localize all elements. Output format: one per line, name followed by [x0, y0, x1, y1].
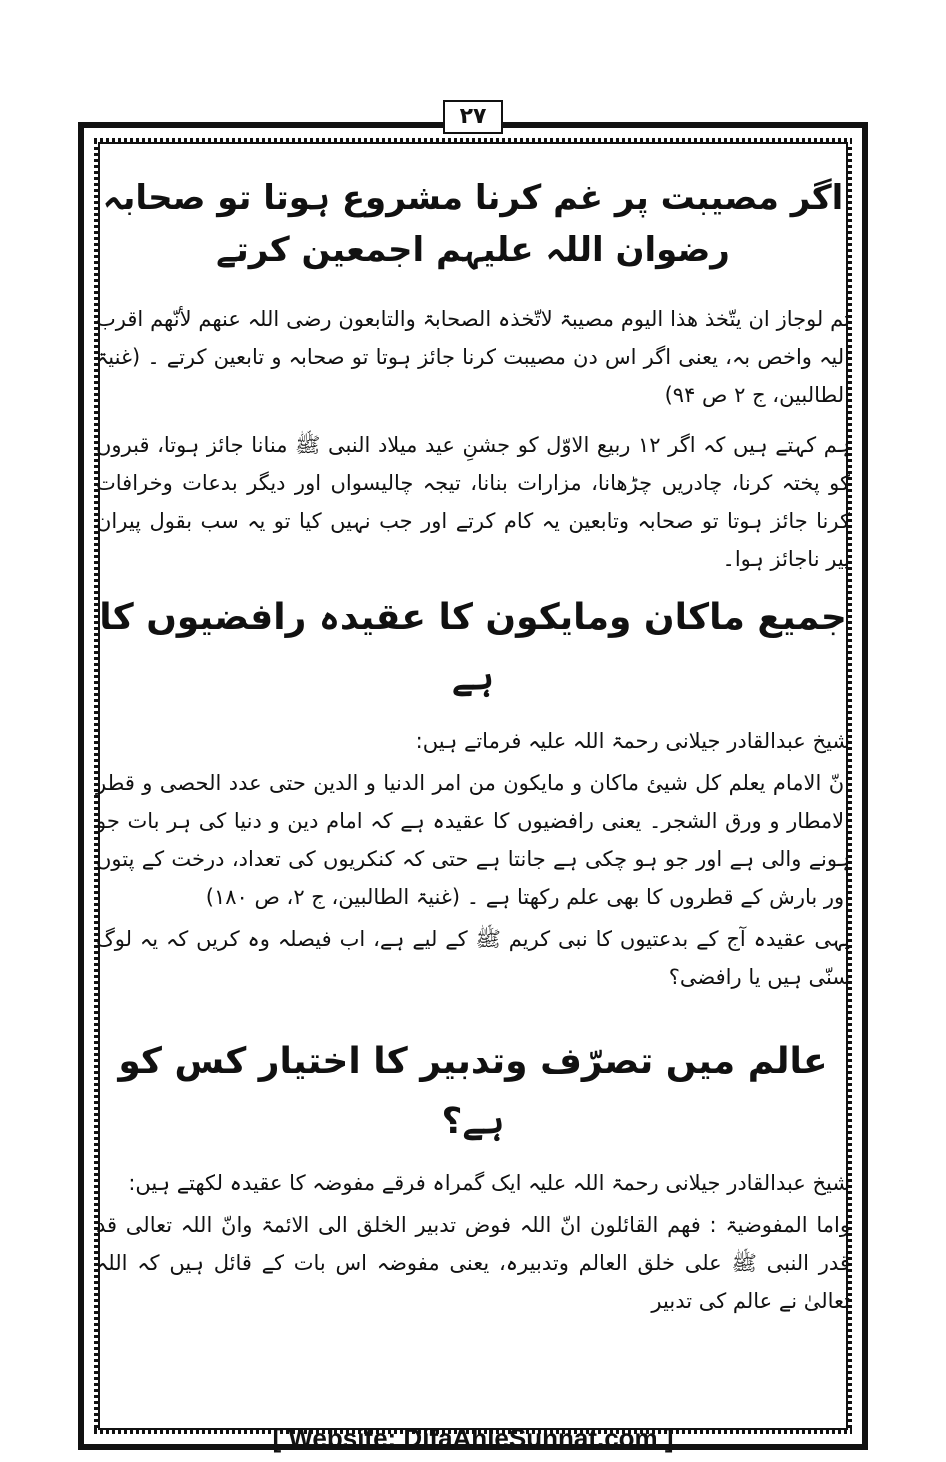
- heading-mourning: اگر مصیبت پر غم کرنا مشروع ہوتا تو صحابہ رضوان اللہ علیہم اجمعین کرتے: [102, 178, 844, 270]
- paragraph-attribution-2: شیخ عبدالقادر جیلانی رحمۃ اللہ علیہ ایک گمراہ فرقے مفوضہ کا عقیدہ لکھتے ہیں:: [128, 1171, 850, 1195]
- heading-authority-question: عالم میں تصرّف وتدبیر کا اختیار کس کو ہے؟: [118, 1041, 828, 1142]
- paragraph-arabic-quote-2: انّ الامام یعلم کل شیئ ماکان و مایکون من امر الدنیا و الدین حتی عدد الحصی و قطر الامطار و ورق الشجر۔ یعنی رافضیوں کا عقیدہ ہے کہ امام دین و دنیا کی ہر بات جو ہونے والی ہے اور جو ہو چکی ہے جانتا ہے حتی کہ کنکریوں کی تعداد، درخت کے پتوں اور بارش کے قطروں کا بھی علم رکھتا ہے ۔ (غنیۃ الطالبین، ج ۲، ص ۱۸۰): [96, 771, 850, 909]
- page-number: ۲۷: [443, 100, 503, 134]
- paragraph-commentary-1: ہم کہتے ہیں کہ اگر ۱۲ ربیع الاوّل کو جشنِ عید میلاد النبی ﷺ منانا جائز ہوتا، قبروں کو پختہ کرنا، چادریں چڑھانا، مزارات بنانا، تیجہ چالیسواں اور دیگر بدعات وخرافات کرنا جائز ہوتا تو صحابہ وتابعین یہ کام کرتے اور جب نہیں کیا تو یہ سب بقول پیران پیر ناجائز ہوا۔: [96, 433, 850, 571]
- paragraph-arabic-quote-1: ثم لوجاز ان یتّخذ ھذا الیوم مصیبۃ لاتّخذہ الصحابۃ والتابعون رضی اللہ عنھم لأنّھم اقرب الیہ واخص بہ، یعنی اگر اس دن مصیبت کرنا جائز ہوتا تو صحابہ و تابعین کرتے ۔ (غنیۃ الطالبین، ج ۲ ص ۹۴): [96, 307, 850, 407]
- paragraph-attribution-1: شیخ عبدالقادر جیلانی رحمۃ اللہ علیہ فرماتے ہیں:: [415, 729, 850, 753]
- paragraph-arabic-quote-3: واما المفوضیۃ : فھم القائلون انّ اللہ فوض تدبیر الخلق الی الائمۃ وانّ اللہ تعالی قد قدر النبی ﷺ علی خلق العالم وتدبیرہ، یعنی مفوضہ اس بات کے قائل ہیں کہ اللہ تعالیٰ نے عالم کی تدبیر: [96, 1213, 850, 1313]
- website-footer: [ Website: DifaAhleSunnat.com ]: [272, 1423, 674, 1453]
- heading-knowledge-belief: جمیع ماکان ومایکون کا عقیدہ رافضیوں کا ہے: [99, 597, 847, 698]
- page-content: [96, 146, 850, 1336]
- paragraph-commentary-2: یہی عقیدہ آج کے بدعتیوں کا نبی کریم ﷺ کے لیے ہے، اب فیصلہ وہ کریں کہ یہ لوگ سنّی ہیں یا رافضی؟: [96, 927, 850, 989]
